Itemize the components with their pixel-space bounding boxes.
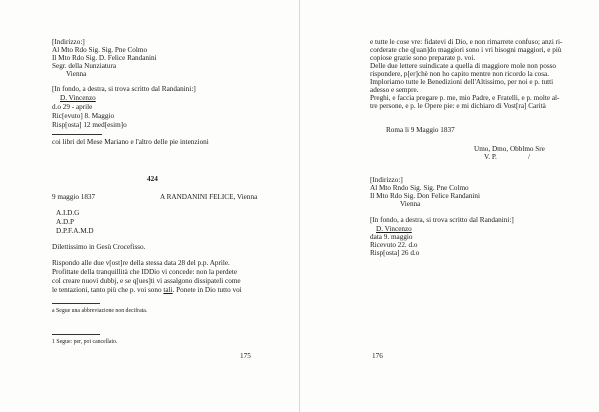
place-date: Roma li 9 Maggio 1837 [386, 126, 455, 134]
body-line: col creare nuovi dubbj, e se q[ues]ti vi assalgono dissipateli come [52, 277, 241, 285]
invocation-line: A.D.P [56, 218, 74, 226]
body-line: Preghi, e faccia pregare p. me, mio Padre, e Fratelli, e p. molte al- [370, 94, 560, 102]
address-label: [Indirizzo:] [52, 38, 85, 46]
invocation-line: A.I.D.G [56, 209, 80, 217]
footnote-rule [52, 303, 100, 304]
archival-note-sender: D. Vincenzo [376, 225, 412, 233]
note-rule [52, 134, 102, 135]
body-line: corderate che q[uan]do maggiori sono i vri bisogni maggiori, e più [370, 46, 562, 54]
body-line: e tutte le cose vre: fidatevi di Dio, e non rimarrete confuso; anzi ri- [370, 38, 563, 46]
address-line: Al Mto Rndo Sig. Sig. Pne Colmo [370, 184, 469, 192]
address-line: Al Mto Rdo Sig. Sig. Pne Colmo [52, 46, 148, 54]
footnote-rule [52, 334, 100, 335]
salutation: Dilettissimo in Gesù Crocefisso. [52, 243, 146, 251]
address-city: Vienna [400, 200, 421, 208]
archival-note-line: Risp[osta] 12 med[esim]o [52, 121, 127, 129]
body-line: Rispondo alle due v[ost]re della stessa data 28 del p.p. Aprile. [52, 259, 230, 267]
archival-note-line: data 9. maggio [370, 233, 413, 241]
letter-number: 424 [147, 175, 158, 183]
body-line: rispondere, p[er]chè non ho capito mentre non ricordo la cosa. [370, 70, 550, 78]
underlined-word: tali [163, 286, 173, 294]
body-line: Profittate della tranquillità che IDDio vi concede: non la perdete [52, 268, 238, 276]
closing-formula: Umo, Dmo, Obblmo Sre [474, 145, 545, 153]
archival-note-line: Ric[evuto] 8. Maggio [52, 112, 115, 120]
body-line: Delle due lettere suindicate a quella di maggiore mole non posso [370, 62, 557, 70]
address-line: Segr. della Nunziatura [52, 62, 117, 70]
footnote: a Segue una abbreviazione non decifrata. [52, 308, 148, 314]
archival-note-line: d.o 29 - aprile [52, 103, 93, 111]
body-line: le tentazioni, tanto più che p. voi sono tali. Ponete in Dio tutto voi [52, 286, 242, 294]
archival-note-line: Ricevuto 22. d.o [370, 241, 418, 249]
footnote: 1 Segue: per, poi cancellato. [52, 339, 118, 345]
letter-recipient: A RANDANINI FELICE, Vienna [160, 193, 258, 201]
address-label: [Indirizzo:] [370, 176, 403, 184]
invocation-line: D.P.F.A.M.D [56, 227, 94, 235]
body-line: Imploriamo tutte le Benedizioni dell'Altissimo, per noi e p. tutti [370, 78, 554, 86]
archival-note-heading: [In fondo, a destra, si trova scritto dal Randanini:] [370, 216, 514, 224]
archival-note-extra: coi libri del Mese Mariano e l'altro delle pie intenzioni [52, 138, 209, 146]
closing-initials: V. P. [484, 153, 497, 161]
address-line: Il Mto Rdo Sig. D. Felice Randanini [52, 54, 157, 62]
body-line: tre persone, e p. le Opere pie: e mi dichiaro di Vost[ra] Carità [370, 102, 546, 110]
body-line: adesso e sempre. [370, 86, 419, 94]
letter-date: 9 maggio 1837 [52, 193, 96, 201]
archival-note-heading: [In fondo, a destra, si trova scritto dal Randanini:] [52, 85, 196, 93]
address-city: Vienna [66, 70, 87, 78]
archival-note-line: Risp[osta] 26 d.o [370, 249, 420, 257]
address-line: Il Mto Rdo Sig. Don Felice Randanini [370, 192, 481, 200]
page-number: 176 [372, 352, 383, 360]
page-number: 175 [240, 352, 251, 360]
archival-note-sender: D. Vincenzo [60, 94, 96, 102]
closing-slash: / [528, 153, 530, 161]
right-page [300, 0, 599, 412]
body-line: copiose grazie sono preparate p. voi. [370, 54, 476, 62]
